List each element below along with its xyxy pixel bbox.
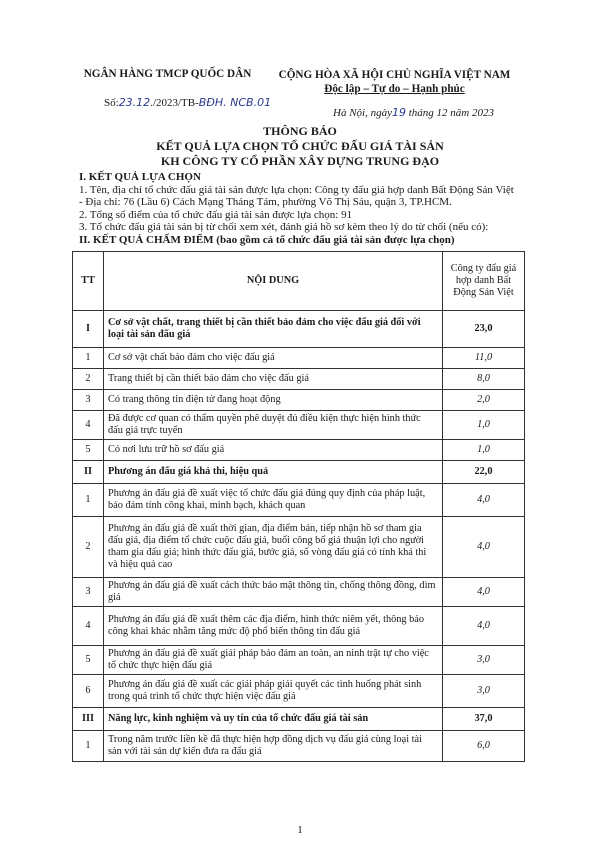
row-tt-cell: 5: [73, 646, 104, 675]
row-content-cell: Phương án đấu giá đề xuất cách thức bảo mật thông tin, chống thông đồng, dìm giá: [104, 578, 443, 607]
row-content-cell: Phương án đấu giá đề xuất việc tổ chức đấu giá đúng quy định của pháp luật, bảo đảm tính công khai, minh bạch, khách quan: [104, 484, 443, 517]
row-content-cell: Phương án đấu giá đề xuất thời gian, địa điểm bán, tiếp nhận hồ sơ tham gia đấu giá, địa điểm tổ chức cuộc đấu giá, buổi công bố giá thuận lợi cho người tham gia đấu giá; hình thức đấu giá, bước giá, số vòng đấu giá có tính khả thi và hiệu quả cao: [104, 517, 443, 578]
table-row: [73, 607, 525, 646]
section-1: [79, 171, 519, 246]
place-date-day: 19: [391, 106, 406, 119]
row-score-cell: 1,0: [443, 411, 525, 440]
row-tt-cell: 2: [73, 517, 104, 578]
title-line-3: KH CÔNG TY CỔ PHẦN XÂY DỰNG TRUNG ĐẠO: [160, 154, 440, 168]
row-content-cell: Phương án đấu giá đề xuất thêm các địa điểm, hình thức niêm yết, thông báo công khai khác nhằm tăng mức độ phổ biến thông tin đấu giá: [104, 607, 443, 646]
row-content-cell: Cơ sở vật chất bảo đảm cho việc đấu giá: [104, 348, 443, 369]
doc-number-handwritten: 23.12: [118, 96, 151, 109]
title-line-1: THÔNG BÁO: [263, 124, 337, 138]
row-score-cell: 3,0: [443, 675, 525, 708]
table-group-row: [73, 708, 525, 731]
title-line-2: KẾT QUẢ LỰA CHỌN TỔ CHỨC ĐẤU GIÁ TÀI SẢN: [156, 139, 444, 153]
row-score-cell: 37,0: [443, 708, 525, 731]
row-tt-cell: II: [73, 461, 104, 484]
row-score-cell: 23,0: [443, 311, 525, 348]
table-row: [73, 675, 525, 708]
row-score-cell: 8,0: [443, 369, 525, 390]
row-score-cell: 2,0: [443, 390, 525, 411]
row-score-cell: 4,0: [443, 578, 525, 607]
row-tt-cell: 5: [73, 440, 104, 461]
scoring-table: [72, 251, 525, 762]
place-date-suffix: tháng 12 năm 2023: [408, 107, 494, 119]
page-number: 1: [297, 824, 303, 836]
doc-number-prefix: Số:: [104, 97, 119, 109]
row-content-cell: Phương án đấu giá khả thi, hiệu quả: [104, 461, 443, 484]
row-score-cell: 11,0: [443, 348, 525, 369]
row-tt-cell: 3: [73, 390, 104, 411]
doc-number-middle: ./2023/TB-: [150, 97, 199, 109]
header-tt: TT: [73, 252, 104, 311]
republic-title: CỘNG HÒA XÃ HỘI CHỦ NGHĨA VIỆT NAM: [278, 69, 511, 81]
row-score-cell: 1,0: [443, 440, 525, 461]
row-tt-cell: III: [73, 708, 104, 731]
place-date-prefix: Hà Nội, ngày: [333, 107, 392, 119]
table-row: [73, 646, 525, 675]
table-row: [73, 411, 525, 440]
section-1-item-1: 1. Tên, địa chỉ tổ chức đấu giá tài sản được lựa chọn: Công ty đấu giá hợp danh Bất Động Sản Việt - Địa chỉ: 76 (Lầu 6) Cách Mạng Tháng Tám, phường Võ Thị Sáu, quận 3, TP.HCM.: [79, 183, 514, 208]
row-tt-cell: 3: [73, 578, 104, 607]
table-row: [73, 440, 525, 461]
row-score-cell: 4,0: [443, 484, 525, 517]
row-score-cell: 4,0: [443, 517, 525, 578]
table-row: [73, 348, 525, 369]
row-content-cell: Trang thiết bị cần thiết bảo đảm cho việc đấu giá: [104, 369, 443, 390]
row-tt-cell: 1: [73, 484, 104, 517]
row-content-cell: Có nơi lưu trữ hồ sơ đấu giá: [104, 440, 443, 461]
document-number: [104, 96, 271, 109]
doc-number-handwritten-suffix: BĐH. NCB.01: [198, 96, 272, 109]
table-header-row: [73, 252, 525, 311]
row-content-cell: Phương án đấu giá đề xuất giải pháp bảo đảm an toàn, an ninh trật tự cho việc tổ chức thực hiện đấu giá: [104, 646, 443, 675]
table-row: [73, 578, 525, 607]
row-score-cell: 6,0: [443, 731, 525, 762]
section-1-item-2: 2. Tổng số điểm của tổ chức đấu giá tài sản được lựa chọn: 91: [79, 208, 353, 221]
row-content-cell: Đã được cơ quan có thẩm quyền phê duyệt đủ điều kiện thực hiện hình thức đấu giá trực tuyến: [104, 411, 443, 440]
row-tt-cell: I: [73, 311, 104, 348]
table-row: [73, 484, 525, 517]
row-tt-cell: 1: [73, 731, 104, 762]
section-1-item-3: 3. Tổ chức đấu giá tài sản bị từ chối xem xét, đánh giá hồ sơ kèm theo lý do từ chối (nếu có):: [79, 221, 489, 233]
section-2-heading: II. KẾT QUẢ CHẤM ĐIỂM (bao gồm cả tổ chức đấu giá tài sản được lựa chọn): [79, 233, 455, 246]
table-row: [73, 390, 525, 411]
section-1-heading: I. KẾT QUẢ LỰA CHỌN: [79, 171, 201, 183]
row-content-cell: Năng lực, kinh nghiệm và uy tín của tổ chức đấu giá tài sản: [104, 708, 443, 731]
header-company: Công ty đấu giá hợp danh Bất Động Sản Việt: [443, 252, 525, 311]
row-tt-cell: 4: [73, 607, 104, 646]
row-content-cell: Phương án đấu giá đề xuất các giải pháp giải quyết các tình huống phát sinh trong quá trình tổ chức thực hiện việc đấu giá: [104, 675, 443, 708]
bank-name: NGÂN HÀNG TMCP QUỐC DÂN: [83, 68, 252, 80]
row-tt-cell: 6: [73, 675, 104, 708]
row-content-cell: Trong năm trước liền kề đã thực hiện hợp đồng dịch vụ đấu giá cùng loại tài sản với tài sản dự kiến đưa ra đấu giá: [104, 731, 443, 762]
table-row: [73, 369, 525, 390]
row-tt-cell: 1: [73, 348, 104, 369]
row-score-cell: 4,0: [443, 607, 525, 646]
national-heading: [262, 68, 527, 96]
row-score-cell: 22,0: [443, 461, 525, 484]
faint-stamp-mark: [318, 741, 489, 777]
row-tt-cell: 2: [73, 369, 104, 390]
place-date: [333, 106, 494, 119]
motto: Độc lập – Tự do – Hạnh phúc: [324, 83, 465, 95]
header-content: NỘI DUNG: [104, 252, 443, 311]
row-score-cell: 3,0: [443, 646, 525, 675]
row-tt-cell: 4: [73, 411, 104, 440]
row-content-cell: Cơ sở vật chất, trang thiết bị cần thiết bảo đảm cho việc đấu giá đối với loại tài sản đấu giá: [104, 311, 443, 348]
table-group-row: [73, 461, 525, 484]
table-group-row: [73, 311, 525, 348]
table-row: [73, 517, 525, 578]
row-content-cell: Có trang thông tin điện tử đang hoạt động: [104, 390, 443, 411]
notice-title: [0, 124, 600, 169]
